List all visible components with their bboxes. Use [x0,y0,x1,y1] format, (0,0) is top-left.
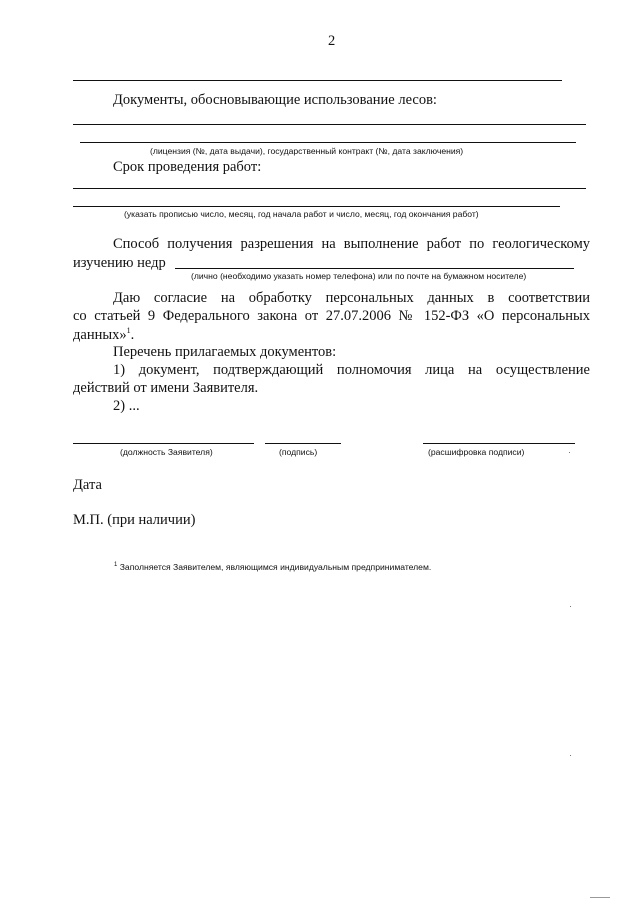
position-label: (должность Заявителя) [120,447,213,457]
documents-heading: Документы, обосновывающие использование лесов: [113,92,437,108]
documents-field-line[interactable] [73,124,586,125]
position-signature-line[interactable] [73,443,254,444]
page-number: 2 [328,33,336,49]
seal-label: М.П. (при наличии) [73,512,196,528]
term-field-line[interactable] [73,188,586,189]
attachments-heading: Перечень прилагаемых документов: [113,344,337,360]
footnote [114,562,431,571]
term-field-line-2[interactable] [73,206,560,207]
attachment-item-2: 2) ... [113,398,140,414]
documents-hint: (лицензия (№, дата выдачи), государственный контракт (№, дата заключения) [150,146,464,156]
date-label: Дата [73,477,102,493]
scan-speck [570,606,571,607]
consent-footnote-mark: 1 [126,326,131,335]
method-hint: (лично (необходимо указать номер телефона) или по почте на бумажном носителе) [191,271,527,281]
footnote-text: Заполняется Заявителем, являющимся индивидуальным предпринимателем. [119,561,432,572]
method-field-line[interactable] [175,268,574,269]
scan-speck [570,755,571,756]
signature-line[interactable] [265,443,341,444]
method-line-1: Способ получения разрешения на выполнение работ по геологическому [113,236,590,252]
method-line-2: изучению недр [73,255,166,271]
footnote-mark: 1 [114,562,118,568]
scan-edge-mark [590,897,610,898]
consent-line-2: со статьей 9 Федерального закона от 27.07.2006 № 152-ФЗ «О персональных [73,308,590,324]
attachment-item-1-line-1: 1) документ, подтверждающий полномочия лица на осуществление [113,362,590,378]
decode-label: (расшифровка подписи) [428,447,525,457]
term-heading: Срок проведения работ: [113,159,262,175]
decode-signature-line[interactable] [423,443,575,444]
consent-line-3: данных»$^1$. [73,326,135,343]
documents-field-line-2[interactable] [80,142,576,143]
consent-line-1: Даю согласие на обработку персональных данных в соответствии [113,290,590,306]
attachment-item-1-line-2: действий от имени Заявителя. [73,380,259,396]
consent-line-3-text: данных» [73,326,127,343]
signature-label: (подпись) [279,447,318,457]
top-rule [73,80,562,81]
scan-speck [569,452,570,453]
term-hint: (указать прописью число, месяц, год начала работ и число, месяц, год окончания работ) [124,209,479,219]
